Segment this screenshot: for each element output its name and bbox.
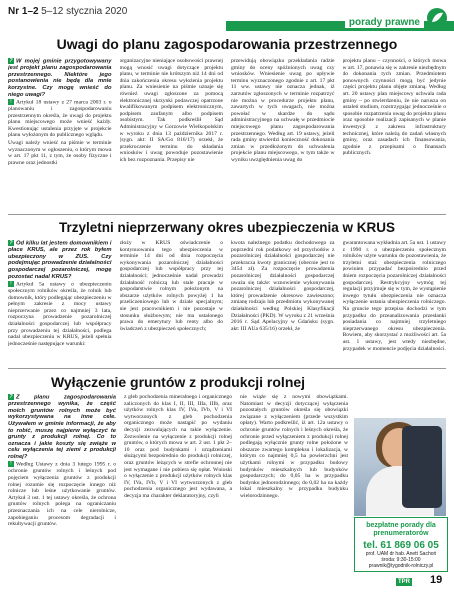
issue-number: Nr 1–2 [8,6,39,17]
page-number: 19 [430,574,443,586]
article2-title: Trzyletni nieprzerwany okres ubezpieczenia w KRUS [58,220,396,235]
article3-col2: z gleb pochodzenia mineralnego i organicznego zaliczonych do klas I, II, III, IIIa, IIIb, oraz użytków rolnych klas IV, IVa, IVb, V i VI wytworzonych z gleb pochodzenia organicznego może nastąpić po wydaniu decyzji zezwalających na takie wyłączenie. Zezwolenie na wyłączenie z produkcji rolnej gruntów, o których mowa w art. 2 ust. 1 pkt 2–10 oraz pod budynkami i urządzeniami służącymi bezpośrednio do produkcji rolniczej, oraz gruntów leżących w strefie ochronnej nie jest wymagane i nie pobiera się opłat. Wnioski o wyłączenie z produkcji użytków rolnych klas IV, IVa, IVb, V i VI wytworzonych z gleb pochodzenia organicznego jest wydawana, a decyzja ma charakter deklaratoryjny, czyli [124,394,232,499]
question-marker-icon: ? [9,58,13,64]
section-divider [8,368,446,369]
issue-date: 5–12 stycznia 2020 [41,6,128,17]
article2-col1 [8,240,112,362]
article1-col2: organizacyjne nieniające osobowości prawnej mogą wnosić uwagi dotyczące projektu planu, w terminie nie krótszym niż 14 dni od dnia zakończenia okresu wyłożenia projektu planu. Za wniesienie na piśmie uznaje się również uwagi zgłoszone za pomocą elektronicznej skrzynki podawczej opatrzone kwalifikowanym podpisem elektronicznym, podpisem zaufanym albo podpisem osobistym. Tak podkreślił Sąd Administracyjny w Gorzowie Wielkopolskim w wyroku z dnia 13 października 2017 r. (sygn. akt: II SA/Go 816/17) orzekł, że przekroczenie terminu do składania wniosków i uwag powoduje pozostawienie ich bez rozpoznania. Przepisy nie [119,58,223,163]
article3-col3: nie wiąże się z nowymi obowiązkami. Natomiast w decyzji dotyczącej wyłączenia pozostałych gruntów określa się obowiązki związane z wyłączeniem (przede wszystkim opłaty). Warto podkreślić, iż art. 12a ustawy o ochronie gruntów rolnych i leśnych określa, że ochronie przed wyłączeniem z produkcji rolnej podlegają wyłącznie grunty rolne położone w obszarze zwartego kompleksu i lokalizacja, w którym co najmniej 0,5 ha powierzchni jest użytkami rolnymi w przypadku budowy budynków mieszkalnych lub budynków gospodarczych; do 0,05 ha w przypadku budynku jednorodzinnego; do 0,02 ha na każdy lokal mieszkalny w przypadku budynku wielorodzinnego. [240,394,348,499]
section-brand: porady prawne [345,17,424,28]
article3-answer: ! Według Ustawy z dnia 3 lutego 1995 r. o ochronie gruntów rolnych i leśnych pod pojęciem wyłączenia gruntów z produkcji rolnej rozumie się rozpoczęcie innego niż rolnicze lub leśne użytkowanie gruntów. Artykuł 3 ust. 1 tej ustawy określa, że ochrona gruntów rolnych polega na ograniczaniu przeznaczania ich na cele nierolnicze, zapobieganiu procesom degradacji i rekultywacji gruntów. [8,461,116,528]
article1-answer: ! Artykuł 18 ustawy z 27 marca 2003 r. o planowaniu i zagospodarowaniu przestrzennym określa, że uwagi do projektu planu miejscowego może wnieść każdy. Kwestionując ustalenia przyjęte w projekcie planu wyłożonym do publicznego wglądu. [8,99,112,139]
page-header [0,0,454,30]
phone-image [402,426,442,508]
promo-title: bezpłatne porady dla prenumeratorów [366,522,436,537]
question-marker-icon: ? [9,240,13,246]
tpr-logo-icon: TPR [398,579,410,585]
promo-email[interactable]: prawnik@tygodnik-rolniczy.pl [368,563,434,569]
free-advice-box [354,517,448,572]
article2-question: ? Od kilku lat jestem domownikiem i płace KRUS, ale przez rok byłem ubezpieczony w ZUS. Czy podejmując prowadzenie działalności gospodarczej pozarolniczej, mogę pozostać nadal KRUS? [8,240,112,280]
article3-question: ? Z planu zagospodarowania przestrzennego wynika, że część moich gruntów rolnych może być wykorzystywana na inne cele. Używałem w gminie informacji, że aby to robić, muszę najpierw wyłączyć te grunty z produkcji rolnej. Co to oznacza i jakie koszty się zwiąże w celu wyłączenia tej ziemi z produkcji rolnej? [8,394,116,460]
promo-hours: środa: 9:30-15:00 [381,557,421,563]
article3-body [8,394,348,592]
article2-answer: ! Artykuł 5a ustawy o ubezpieczeniu społecznym rolników określa, że rolnik lub domownik, który podlegając ubezpieczeniu w pełnym zakresie z mocy ustawy nieprzerwanie przez co najmniej 3 lata, rozpoczyna prowadzenie pozarolniczej działalności gospodarczej lub współpracy przy prowadzeniu tej działalności, podlega nadal ubezpieczeniu w KRUS, jeżeli spełnia jednocześnie następujące warunki: [8,281,112,347]
answer-marker-icon: ! [8,281,14,287]
answer-marker-icon: ! [8,461,14,467]
answer-marker-icon: ! [8,99,14,105]
article2-col2: złoży w KRUS oświadczenie o kontynuowaniu tego ubezpieczenia w terminie 14 dni od dnia rozpoczęcia wykonywania pozarolniczej działalności gospodarczej lub współpracy przy tej działalności; jednocześnie nadal prowadzi działalność rolniczą lub stale pracuje w gospodarstwie rolnym położonym na obszarze użytków rolnych powyżej 1 ha przeliczeniowego lub w dziale specjalnym; nie jest pracownikiem i nie pozostaje w stosunku służbowym; nie ma ustalonego prawa do emerytury lub renty albo do świadczeń z ubezpieczeń społecznych; [119,240,223,332]
article1-text: Uwagi należy wnieść na piśmie w terminie wyznaczonym w ogłoszeniu, o którym mowa w art. 17 pkt 11, z tym, że osoby fizyczne i prawne oraz jednostki [8,139,112,166]
article2-col3: kwota należnego podatku dochodowego za poprzedni rok podatkowy od przychodów z pozarolniczej działalności gospodarczej nie przekracza kwoty granicznej (obecnie jest to 3454 zł). Za rozpoczęcie prowadzenia pozarolniczej działalności gospodarczej uważa się także: wznowienie wykonywania pozarolniczej działalności gospodarczej, której prowadzenie okresowo zawieszono; zmianę rodzaju lub przedmiotu wykonywanej działalności według Polskiej Klasyfikacji Działalności (PKD). W wyroku z 21 września 2016 r. Sąd Apelacyjny w Gdańsku (sygn. akt: III AUa 635/16) orzekł, że [231,240,335,332]
article1-col1 [8,58,112,208]
article3-title: Wyłączenie gruntów z produkcji rolnej [50,374,306,390]
issue-info [8,6,127,17]
article2-col4: gwarantowana wykładnia art. 5a ust. 1 ustawy z 1990 r. o ubezpieczeniu społecznym rolników użyte warunku do pozostawienia, że trzyletni staż ubezpieczenia rolniczego powinien przypadać bezpośrednio przed dniem rozpoczęcia pozarolniczej działalności gospodarczej. Restrykcyjny wymóg tej regulacji przyjmuje się w tym, że wystąpienie inwego tytułu ubezpieczenia nie oznacza wyłączenie ustania ubezpieczenia rolniczego. Na gruncie tego przepisu dochodzi w tym przypadku do przeanalizowania przesłanki posiadania co najmniej trzyletniego nieprzerwanego okresu ubezpieczenia. Bowiem, aby skorzystać z możliwości art. 5a ust. 1 ustawy, jest wtedy niezbędne, przypadek w momencie podjęcia działalności. [342,240,446,352]
leaf-logo-icon [426,7,448,29]
footer-logo [396,578,414,586]
promo-phone[interactable]: tel. 61 869 06 05 [363,540,439,551]
article2-body [8,240,446,362]
article1-col4: projektu planu – czynności, o których mowa w art. 17, ponawia się w zakresie niezbędnym do dokonania tych zmian. Przedmiotem ponownych czynności mogą być jedynie części projektu planu objęte zmianą. Według art. 20 ustawy plan miejscowy uchwala rada gminy – po stwierdzeniu, że nie narusza on ustaleń studium, rozstrzygając jednocześnie o sposobie rozpatrzenia uwag do projektu planu oraz sposobie realizacji zapisanych w planie inwestycji z zakresu infrastruktury technicznej, które należą do zadań własnych gminy, oraz zasadach ich finansowania, zgodnie z przepisami o finansach publicznych. [342,58,446,157]
article1-question: ? W mojej gminie przygotowywany jest projekt planu zagospodarowania przestrzennego. Niektóre jego postanowienia nie będą dla mnie korzystne. Czy mogę wnieść do niego uwagi? [8,58,112,98]
question-marker-icon: ? [9,394,13,400]
article1-title: Uwagi do planu zagospodarowania przestrzennego [56,36,398,52]
article3-col1 [8,394,116,592]
article1-body [8,58,446,208]
article1-col3: przewidują obowiązku przekładania radzie gminy do oceny spóźnionych uwag czy wniosków. Wniesienie uwag po upływie terminu wyznaczonego zgodnie z art. 17 pkt 11 ww. ustawy nie oznacza jednak, iż zarzutów zgłoszonych w terminie rozpatrzyć nie można w procedurze projektu planu, zawartych w tych uwagach, nie można powołać w skardze do sądu administracyjnego na uchwałę w przedmiocie miejscowego planu zagospodarowania przestrzennego. Według art. 19 ustawy, jeżeli rada gminy stwierdzi konieczność dokonania zmian w przedłożonym do uchwalenia projekcie planu miejscowego, w tym także w wyniku uwzględnienia uwag do [231,58,335,163]
promo-lawyer: prof. UAM dr hab. Anett Sachoń [365,551,437,557]
section-divider [8,214,446,215]
